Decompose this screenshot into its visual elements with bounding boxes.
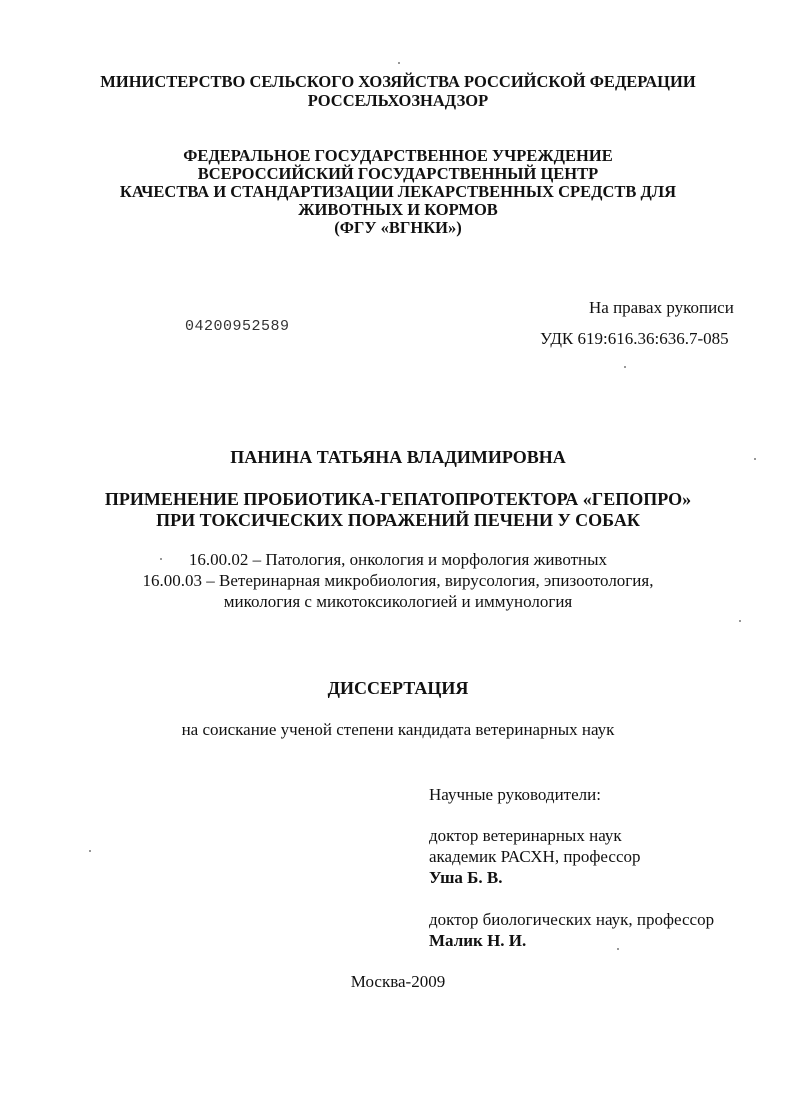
supervisor-1-title: академик РАСХН, профессор	[429, 847, 641, 866]
scan-speck	[617, 948, 619, 950]
author-name: ПАНИНА ТАТЬЯНА ВЛАДИМИРОВНА	[230, 447, 566, 467]
specialty-line-1: 16.00.02 – Патология, онкология и морфология животных	[188, 550, 608, 569]
specialty-line-2: 16.00.03 – Ветеринарная микробиология, вирусология, эпизоотология,	[142, 571, 654, 590]
agency-name: РОССЕЛЬХОЗНАДЗОР	[307, 91, 489, 110]
supervisor-1-degree: доктор ветеринарных наук	[429, 826, 622, 845]
supervisor-2-name: Малик Н. И.	[429, 931, 527, 950]
scan-speck	[398, 62, 400, 64]
institution-line-3: КАЧЕСТВА И СТАНДАРТИЗАЦИИ ЛЕКАРСТВЕННЫХ СРЕДСТВ ДЛЯ	[119, 182, 677, 201]
ministry-name: МИНИСТЕРСТВО СЕЛЬСКОГО ХОЗЯЙСТВА РОССИЙСКОЙ ФЕДЕРАЦИИ	[100, 72, 696, 91]
institution-line-2: ВСЕРОССИЙСКИЙ ГОСУДАРСТВЕННЫЙ ЦЕНТР	[197, 164, 599, 183]
place-year: Москва-2009	[350, 972, 446, 991]
scan-speck	[754, 458, 756, 460]
supervisor-1-name: Уша Б. В.	[429, 868, 503, 887]
specialty-line-3: микология с микотоксикологией и иммунология	[223, 592, 573, 611]
dissertation-title-line-2: ПРИ ТОКСИЧЕСКИХ ПОРАЖЕНИЙ ПЕЧЕНИ У СОБАК	[156, 510, 640, 530]
degree-statement: на соискание ученой степени кандидата ветеринарных наук	[181, 720, 615, 739]
scan-speck	[160, 558, 162, 560]
institution-line-1: ФЕДЕРАЛЬНОЕ ГОСУДАРСТВЕННОЕ УЧРЕЖДЕНИЕ	[183, 146, 613, 165]
rights-note: На правах рукописи	[589, 298, 734, 317]
catalog-number: 04200952589	[185, 318, 290, 335]
scan-speck	[624, 366, 626, 368]
scan-speck	[739, 620, 741, 622]
supervisor-2-degree: доктор биологических наук, профессор	[429, 910, 715, 929]
institution-abbrev: (ФГУ «ВГНКИ»)	[334, 218, 462, 237]
supervisors-heading: Научные руководители:	[429, 785, 601, 804]
udk-code: УДК 619:616.36:636.7-085	[540, 329, 729, 348]
institution-line-4: ЖИВОТНЫХ И КОРМОВ	[298, 200, 498, 219]
dissertation-title-line-1: ПРИМЕНЕНИЕ ПРОБИОТИКА-ГЕПАТОПРОТЕКТОРА «ГЕПОПРО»	[104, 489, 692, 509]
scan-speck	[89, 850, 91, 852]
document-type: ДИССЕРТАЦИЯ	[327, 678, 469, 698]
